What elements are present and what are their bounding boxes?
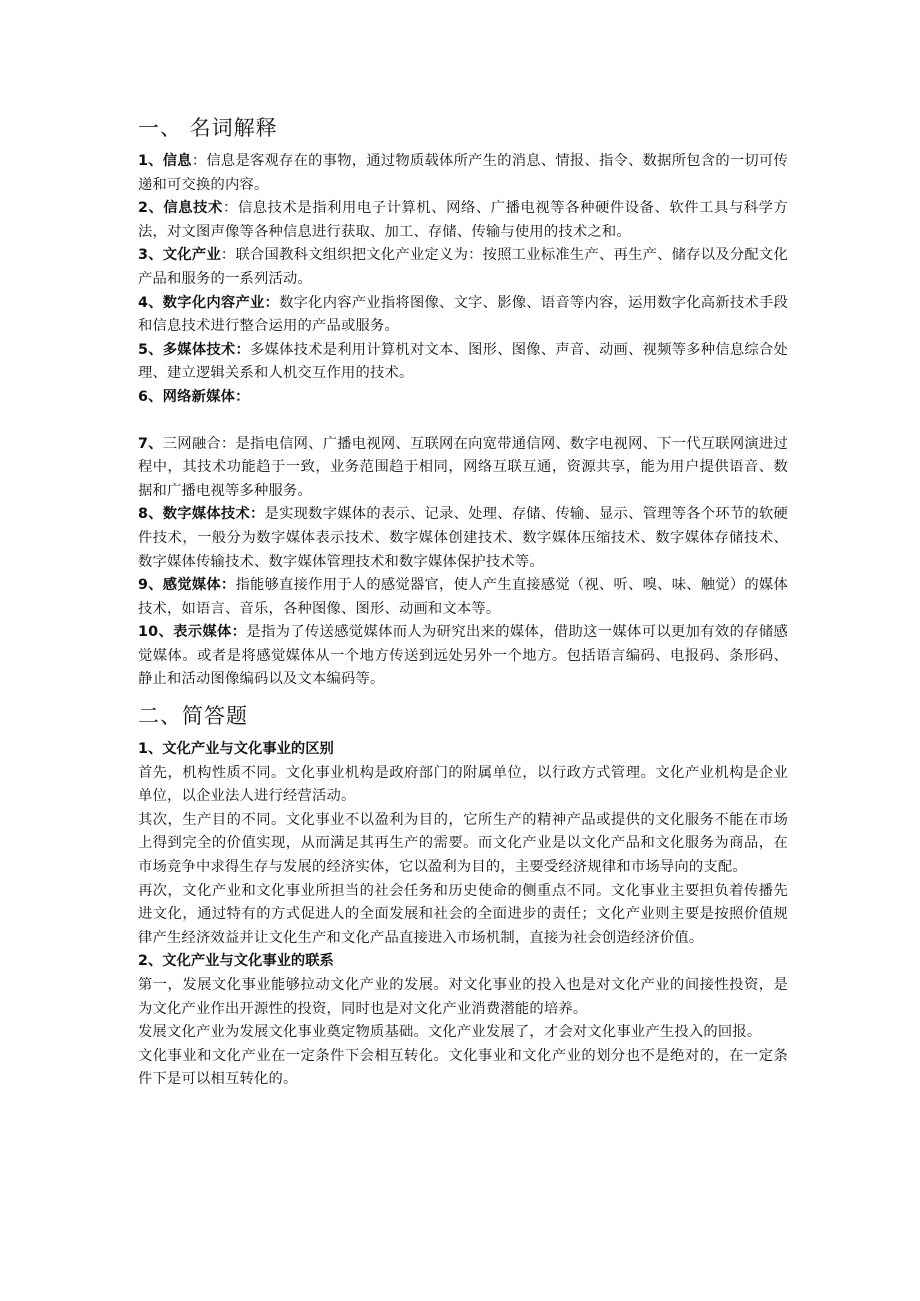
term-1-name: 信息 [162, 153, 192, 169]
term-4-name: 数字化内容产业 [162, 294, 265, 311]
term-6-name: 网络新媒体 [162, 388, 236, 405]
term-5 [138, 339, 788, 386]
term-8 [138, 503, 788, 574]
section-1-title: 一、 名词解释 [138, 116, 278, 140]
term-10-name: 表示媒体 [173, 624, 232, 641]
term-7-name: 三网融合 [162, 435, 221, 452]
term-2 [138, 197, 788, 244]
question-2-paragraph-1: 第一，发展文化事业能够拉动文化产业的发展。对文化事业的投入也是对文化产业的间接性投资，是为文化产业作出开源性的投资，同时也是对文化产业消费潜能的培养。 [138, 977, 788, 1017]
term-2-name: 信息技术 [163, 200, 223, 217]
term-9-sep: ： [220, 577, 236, 594]
term-6-sep: ： [235, 388, 250, 405]
term-4-text: 数字化内容产业指将图像、文字、影像、语音等内容，运用数字化高新技术手段和信息技术进行整合运用的产品或服务。 [138, 294, 788, 335]
term-7-num: 7、 [138, 435, 163, 452]
term-3-num: 3、 [138, 247, 163, 264]
question-1-paragraph-3: 再次，文化产业和文化事业所担当的社会任务和历史使命的侧重点不同。文化事业主要担负着传播先进文化，通过特有的方式促进人的全面发展和社会的全面进步的责任；文化产业则主要是按照价值规律产生经济效益并让文化生产和文化产品直接进入市场机制，直接为社会创造经济价值。 [138, 882, 788, 946]
term-3-text: 联合国教科文组织把文化产业定义为：按照工业标准生产、再生产、储存以及分配文化产品和服务的一系列活动。 [138, 247, 788, 287]
term-1-sep: ： [191, 153, 207, 169]
question-2-heading: 2、文化产业与文化事业的联系 [138, 953, 334, 970]
blank-line [138, 410, 788, 433]
term-6 [138, 386, 788, 410]
question-1-paragraph-1: 首先，机构性质不同。文化事业机构是政府部门的附属单位，以行政方式管理。文化产业机构是企业单位，以企业法人进行经营活动。 [138, 764, 788, 805]
term-10-text: 是指为了传送感觉媒体而人为研究出来的媒体，借助这一媒体可以更加有效的存储感觉媒体。或者是将感觉媒体从一个地方传送到远处另外一个地方。包括语言编码、电报码、条形码、静止和活动图像编码以及文本编码等。 [138, 624, 788, 688]
question-1-paragraph-2: 其次，生产目的不同。文化事业不以盈利为目的，它所生产的精神产品或提供的文化服务不能在市场上得到完全的价值实现，从而满足其再生产的需要。而文化产业是以文化产品和文化服务为商品，在市场竞争中求得生存与发展的经济实体，它以盈利为目的，主要受经济规律和市场导向的支配。 [138, 811, 788, 876]
term-6-num: 6、 [138, 388, 163, 405]
term-5-num: 5、 [138, 341, 163, 358]
term-2-text: 信息技术是指利用电子计算机、网络、广播电视等各种硬件设备、软件工具与科学方法，对文图声像等各种信息进行获取、加工、存储、传输与使用的技术之和。 [138, 200, 788, 240]
section-spacer [138, 692, 788, 700]
term-4 [138, 292, 788, 339]
term-8-sep: ： [249, 506, 265, 523]
term-3-sep: ： [220, 247, 236, 264]
term-10 [138, 621, 788, 692]
term-4-sep: ： [264, 294, 280, 311]
term-9-name: 感觉媒体 [162, 577, 221, 594]
term-7-sep: ： [220, 435, 236, 452]
term-1-num: 1、 [138, 153, 163, 169]
term-8-text: 是实现数字媒体的表示、记录、处理、存储、传输、显示、管理等各个环节的软硬件技术，一般分为数字媒体表示技术、数字媒体创建技术、数字媒体压缩技术、数字媒体存储技术、数字媒体传输技术、数字媒体管理技术和数字媒体保护技术等。 [138, 506, 788, 570]
term-10-num: 10、 [138, 624, 174, 641]
term-3 [138, 244, 788, 291]
term-7 [138, 433, 788, 504]
term-1 [138, 150, 788, 197]
term-9 [138, 574, 788, 621]
term-3-name: 文化产业 [162, 247, 221, 264]
term-7-text: 是指电信网、广播电视网、互联网在向宽带通信网、数字电视网、下一代互联网演进过程中，其技术功能趋于一致，业务范围趋于相同，网络互联互通，资源共享，能为用户提供语音、数据和广播电视等多种服务。 [138, 435, 788, 499]
term-10-sep: ： [231, 624, 247, 641]
term-9-text: 指能够直接作用于人的感觉器官，使人产生直接感觉（视、听、嗅、味、触觉）的媒体技术，如语言、音乐，各种图像、图形、动画和文本等。 [138, 577, 788, 617]
term-5-sep: ： [235, 341, 250, 358]
term-8-name: 数字媒体技术 [162, 506, 250, 523]
question-2-paragraph-3: 文化事业和文化产业在一定条件下会相互转化。文化事业和文化产业的划分也不是绝对的，在一定条件下是可以相互转化的。 [138, 1047, 788, 1088]
term-5-name: 多媒体技术 [162, 341, 236, 358]
term-1-text: 信息是客观存在的事物，通过物质载体所产生的消息、情报、指令、数据所包含的一切可传递和可交换的内容。 [138, 153, 788, 193]
section-2-title: 二、简答题 [138, 704, 248, 729]
term-5-text: 多媒体技术是利用计算机对文本、图形、图像、声音、动画、视频等多种信息综合处理、建立逻辑关系和人机交互作用的技术。 [138, 341, 788, 382]
term-8-num: 8、 [138, 506, 163, 523]
term-2-num: 2、 [138, 200, 164, 217]
term-4-num: 4、 [138, 294, 163, 311]
question-1-heading: 1、文化产业与文化事业的区别 [138, 741, 334, 758]
question-2-paragraph-2: 发展文化产业为发展文化事业奠定物质基础。文化产业发展了，才会对文化事业产生投入的回报。 [138, 1024, 762, 1041]
document-page [138, 112, 788, 1092]
term-2-sep: ： [222, 200, 238, 217]
term-9-num: 9、 [138, 577, 163, 594]
